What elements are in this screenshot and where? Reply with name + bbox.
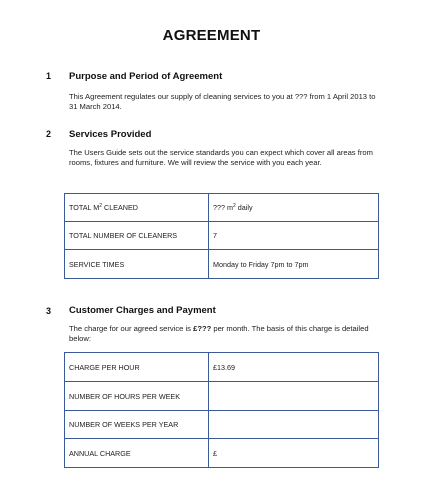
paragraph-text: per month. The basis of this charge is detailed below:	[69, 324, 369, 343]
superscript: 2	[99, 203, 102, 209]
table-cell-value	[209, 382, 379, 411]
section-1-number: 1	[46, 71, 52, 81]
table-cell-label: SERVICE TIMES	[65, 250, 209, 279]
section-3-heading: Customer Charges and Payment	[69, 305, 216, 316]
table-cell-label: TOTAL NUMBER OF CLEANERS	[65, 222, 209, 250]
table-cell-value: Monday to Friday 7pm to 7pm	[209, 250, 379, 279]
table-cell-label: CHARGE PER HOUR	[65, 353, 209, 382]
section-2-number: 2	[46, 129, 52, 139]
table-row	[65, 411, 379, 439]
document-title: AGREEMENT	[162, 27, 261, 44]
cell-text: TOTAL M	[69, 203, 100, 212]
paragraph-text: The charge for our agreed service is	[69, 324, 194, 333]
section-2-paragraph: The Users Guide sets out the service standards you can expect which cover all areas from rooms, fixtures and furniture. We will review the service with you each year.	[69, 148, 373, 167]
section-2-heading: Services Provided	[69, 129, 152, 140]
cell-text: CLEANED	[102, 203, 138, 212]
table-row	[65, 222, 379, 250]
table-cell-label	[65, 194, 209, 222]
services-table	[64, 193, 379, 279]
section-3-paragraph	[69, 324, 379, 344]
table-cell-label: NUMBER OF WEEKS PER YEAR	[65, 411, 209, 439]
charges-table	[64, 352, 379, 468]
table-row	[65, 382, 379, 411]
section-3-number: 3	[46, 306, 52, 316]
table-cell-value	[209, 411, 379, 439]
table-row	[65, 353, 379, 382]
charge-amount: £???	[193, 324, 212, 333]
section-1-paragraph: This Agreement regulates our supply of cleaning services to you at ??? from 1 April 2013 to 31 March 2014.	[69, 92, 376, 111]
cell-text: daily	[235, 203, 253, 212]
table-cell-value: 7	[209, 222, 379, 250]
table-row	[65, 194, 379, 222]
table-cell-label: NUMBER OF HOURS PER WEEK	[65, 382, 209, 411]
cell-text: ??? m	[213, 203, 233, 212]
table-row	[65, 250, 379, 279]
table-cell-value: £13.69	[209, 353, 379, 382]
superscript: 2	[232, 203, 236, 209]
section-1-heading: Purpose and Period of Agreement	[69, 71, 223, 82]
table-cell-label: ANNUAL CHARGE	[65, 439, 209, 468]
table-cell-value	[209, 194, 379, 222]
table-row	[65, 439, 379, 468]
table-cell-value: £	[209, 439, 379, 468]
